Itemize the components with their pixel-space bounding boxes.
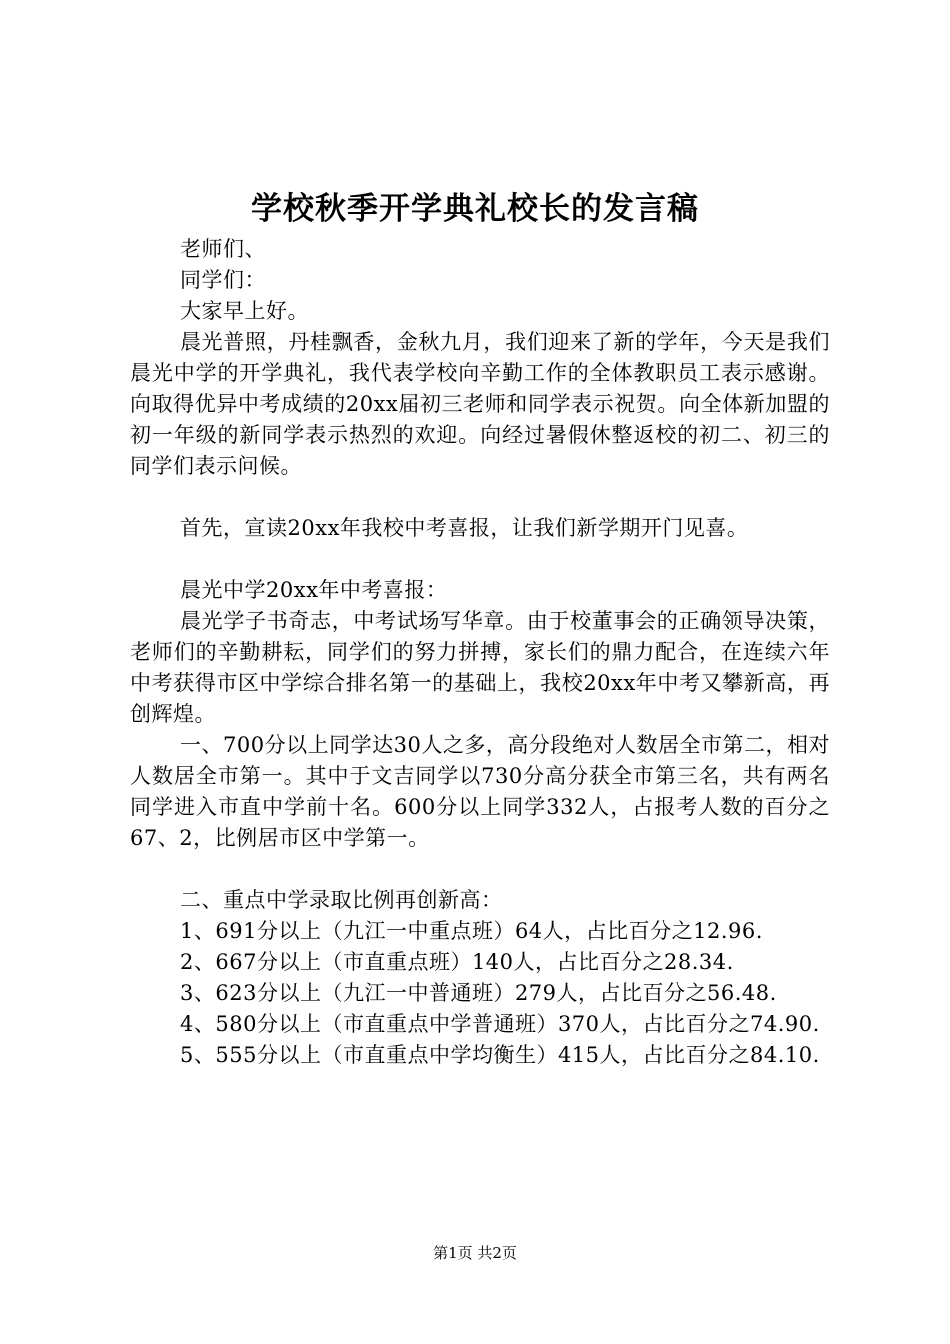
opening-paragraph: 晨光普照，丹桂飘香，金秋九月，我们迎来了新的学年，今天是我们晨光中学的开学典礼，我代表学校向辛勤工作的全体教职员工表示感谢。向取得优异中考成绩的20xx届初三老师和同学表示祝贺。向全体新加盟的初一年级的新同学表示热烈的欢迎。向经过暑假休整返校的初二、初三的同学们表示问候。	[130, 330, 830, 478]
report-summary: 晨光学子书奇志，中考试场写华章。由于校董事会的正确领导决策，老师们的辛勤耕耘，同学们的努力拼搏，家长们的鼎力配合，在连续六年中考获得市区中学综合排名第一的基础上，我校20xx年中考又攀新高，再创辉煌。	[130, 609, 830, 726]
admission-item-1: 1、691分以上（九江一中重点班）64人，占比百分之12.96.	[180, 919, 763, 943]
admission-item-5: 5、555分以上（市直重点中学均衡生）415人，占比百分之84.10.	[180, 1043, 820, 1067]
salutation-students: 同学们：	[180, 268, 266, 292]
admission-item-3: 3、623分以上（九江一中普通班）279人，占比百分之56.48.	[180, 981, 777, 1005]
report-heading: 晨光中学20xx年中考喜报：	[180, 578, 448, 602]
document-title: 学校秋季开学典礼校长的发言稿	[251, 191, 699, 227]
document-body	[130, 234, 830, 1071]
salutation-teachers: 老师们、	[180, 237, 266, 261]
page-footer: 第1页 共2页	[433, 1244, 517, 1262]
result-item-2-heading: 二、重点中学录取比例再创新高：	[180, 888, 503, 912]
admission-item-4: 4、580分以上（市直重点中学普通班）370人，占比百分之74.90.	[180, 1012, 820, 1036]
admission-item-2: 2、667分以上（市直重点班）140人，占比百分之28.34.	[180, 950, 734, 974]
result-item-1: 一、700分以上同学达30人之多，高分段绝对人数居全市第二，相对人数居全市第一。其中于文吉同学以730分高分获全市第三名，共有两名同学进入市直中学前十名。600分以上同学332人，占报考人数的百分之67、2，比例居市区中学第一。	[130, 733, 830, 850]
greeting: 大家早上好。	[180, 299, 309, 323]
announcement-intro: 首先，宣读20xx年我校中考喜报，让我们新学期开门见喜。	[180, 516, 749, 540]
